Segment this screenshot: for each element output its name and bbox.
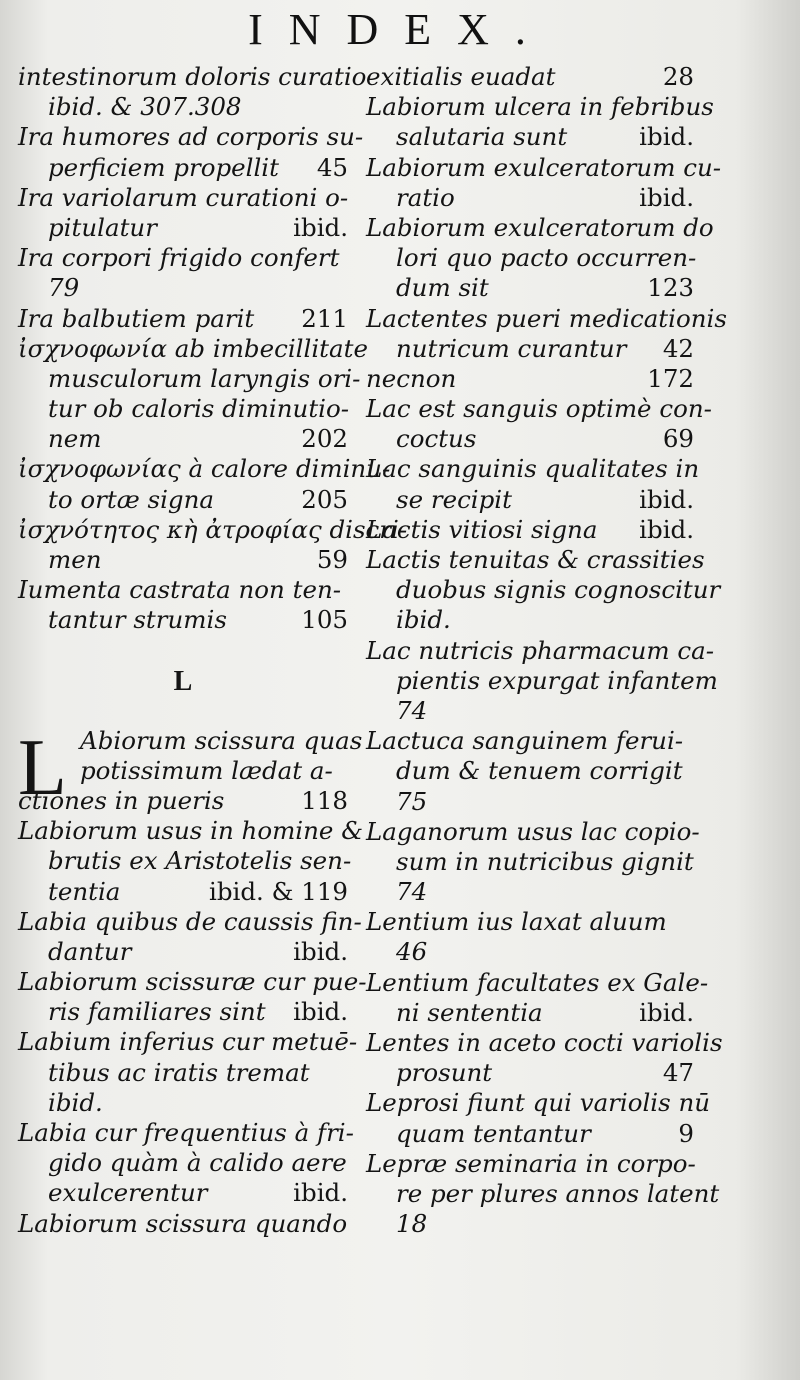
index-entry [366,1088,711,1148]
index-entry [366,545,721,636]
entry-line: ibid. [48,1087,103,1117]
page-reference: ibid. [293,212,348,242]
entry-line: Labium inferius cur metuē- [18,1027,358,1057]
entry-line: Lactis vitiosi signa ibid. [366,514,694,544]
entry-line: tantur strumis 105 [48,605,348,635]
index-entry [366,92,714,152]
index-entry [18,454,391,514]
left-entries-before [18,62,408,636]
entry-line: dantur ibid. [48,936,348,966]
index-entry [366,62,694,92]
left-column [18,62,408,1239]
page-reference: ibid. [639,122,694,152]
entry-line: Abiorum scissura quas [80,725,363,755]
entry-line: quam tentantur 9 [396,1118,694,1148]
entry-line: ἰσχνοφωνίας à calore diminu- [18,454,391,484]
entry-line: Labiorum exulceratorum do [366,212,714,242]
index-entry [18,304,348,334]
entry-line: Laganorum usus lac copio- [366,816,700,846]
entry-line: 79 [48,273,80,303]
entry-line: dum sit 123 [396,273,694,303]
entry-line: pitulatur ibid. [48,212,348,242]
index-entry [18,575,348,635]
entry-line: gido quàm à calido aere [48,1148,347,1178]
index-entry [18,62,367,122]
entry-line: Lepræ seminaria in corpo- [366,1148,696,1178]
index-entry [366,454,700,514]
page-reference: 59 [316,545,348,574]
page-reference: 172 [647,363,694,393]
entry-line: Lactuca sanguinem ferui- [366,726,684,756]
entry-line: sum in nutricibus gignit [396,846,694,876]
entry-line: 46 [396,937,428,967]
entry-line: Lentes in aceto cocti variolis [366,1028,723,1057]
entry-line: to ortæ signa 205 [48,484,348,514]
right-column [366,62,727,1239]
entry-line: coctus 69 [396,424,694,454]
index-entry [18,967,367,1027]
page-reference: ibid. & 119 [209,876,348,906]
page-reference: ibid. [639,484,694,514]
entry-line: Ira variolarum curationi o- [18,182,349,212]
entry-line: ctiones in pueris 118 [18,785,348,815]
page-reference: 202 [301,424,348,454]
entry-line: Lac est sanguis optimè con- [366,394,712,424]
section-letter: L [173,665,193,697]
entry-line: nem 202 [48,424,348,454]
entry-line: exitialis euadat 28 [366,62,694,91]
index-entry [18,816,364,907]
entry-line: ratio ibid. [396,182,694,212]
entry-line: prosunt 47 [396,1058,694,1088]
index-entry [366,726,694,817]
entry-line: se recipit ibid. [396,484,694,514]
index-entry [18,333,368,455]
index-entry [18,122,364,182]
page-reference: ibid. [293,997,348,1027]
entry-line: 18 [396,1209,428,1239]
index-entry [366,1148,720,1240]
entry-line: perficiem propellit 45 [48,152,348,182]
entry-line: duobus signis cognoscitur [396,575,721,605]
page-reference: 47 [662,1058,694,1088]
index-entry [366,394,712,454]
entry-line: Labia cur frequentius à fri- [18,1118,354,1147]
index-entry [18,514,408,575]
page-reference: 9 [678,1118,694,1148]
entry-line: tentia ibid. & 119 [48,876,348,906]
index-entry [18,1209,348,1239]
entry-line: Ira balbutiem parit 211 [18,303,348,333]
entry-line: Lentium ius laxat aluum [366,907,667,937]
entry-line: necnon 172 [366,363,694,393]
page-reference: 118 [301,785,348,815]
entry-line: Lac nutricis pharmacum ca- [366,635,715,665]
index-entry [366,515,694,545]
page-reference: 45 [316,152,348,182]
page-reference: 211 [301,303,348,333]
index-entry [18,183,348,243]
entry-line: Labiorum exulceratorum cu- [366,152,722,182]
entry-line: intestinorum doloris curatio [18,62,367,91]
entry-line: men 59 [48,545,348,574]
index-entry [366,907,694,967]
entry-line: tibus ac iratis tremat [48,1057,310,1087]
page-reference: ibid. [639,997,694,1027]
page-reference: ibid. [639,514,694,544]
entry-line: Labiorum ulcera in febribus [366,92,714,122]
entry-line: exulcerentur ibid. [48,1178,348,1208]
entry-line: 74 [396,695,428,725]
entry-line: dum & tenuem corrigit [396,756,683,786]
entry-line: Lactis tenuitas & crassities [366,545,705,574]
index-entry [366,1028,723,1088]
index-entry [366,816,700,908]
index-entry [18,906,362,967]
page-reference: ibid. [639,182,694,212]
entry-line: Labiorum scissura quando [18,1208,348,1238]
index-entry [366,152,722,213]
page-reference: 205 [301,484,348,514]
index-entry [366,303,727,364]
entry-line: ibid. [396,605,451,635]
entry-line: Labia quibus de caussis fin- [18,906,362,936]
entry-line: ibid. & 307.308 [48,92,242,122]
entry-line: pientis expurgat infantem [396,665,718,695]
index-entry [18,1118,354,1209]
entry-line: musculorum laryngis ori- [48,363,361,393]
entry-line: Lac sanguinis qualitates in [366,454,700,484]
entry-line: lori quo pacto occurren- [396,243,697,273]
dropcap-letter: L [18,723,67,812]
entry-line: ni sententia ibid. [396,997,694,1027]
entry-line: Leprosi fiunt qui variolis nū [366,1088,711,1118]
index-entry [18,243,348,303]
entry-line: ris familiares sint ibid. [48,997,348,1027]
entry-line: potissimum lædat a- [80,755,333,785]
entry-line: salutaria sunt ibid. [396,122,694,152]
entry-line: re per plures annos latent [396,1178,720,1208]
entry-line: ἰσχνοφωνία ab imbecillitate [18,333,368,363]
index-entry [366,212,714,304]
entry-line: 74 [396,877,428,907]
entry-line: nutricum curantur 42 [396,333,694,363]
entry-line: Labiorum scissuræ cur pue- [18,967,367,997]
page-reference: 123 [647,273,694,303]
page-reference: ibid. [293,936,348,966]
entry-line: Iumenta castrata non ten- [18,575,342,605]
page-reference: 105 [301,605,348,635]
page-header: INDEX. [248,5,552,54]
entry-line: 75 [396,786,428,816]
index-entry [18,1027,358,1118]
entry-line: Labiorum usus in homine & [18,816,364,846]
page-reference: 42 [662,333,694,363]
page-reference: ibid. [293,1178,348,1208]
index-entry [366,967,709,1028]
dropcap-entry [18,723,363,817]
entry-line: Lactentes pueri medicationis [366,303,727,333]
page-reference: 69 [662,424,694,454]
entry-line: Ira humores ad corporis su- [18,122,364,152]
left-entries-after [18,816,367,1239]
entry-line: tur ob caloris diminutio- [48,394,350,424]
entry-line: ἰσχνότητος κὴ ἀτροφίας discri- [18,514,408,544]
index-entry [366,364,694,394]
entry-line: Ira corpori frigido confert [18,243,340,273]
index-entry [366,635,718,727]
page-reference: 28 [662,62,694,91]
entry-line: Lentium facultates ex Gale- [366,967,709,997]
entry-line: brutis ex Aristotelis sen- [48,846,352,876]
